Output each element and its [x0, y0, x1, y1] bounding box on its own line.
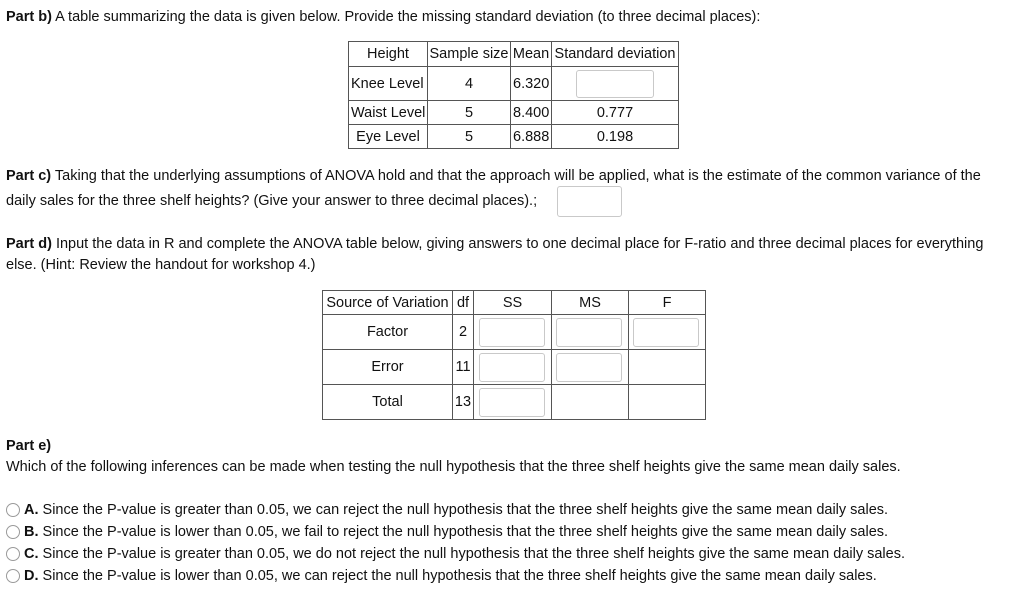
table-row: [323, 315, 706, 350]
part-c-line2: daily sales for the three shelf heights? (Give your answer to three decimal places).;: [6, 193, 538, 209]
sd-cell: 0.777: [552, 101, 679, 125]
source-cell: Total: [323, 385, 453, 420]
header-height: Height: [349, 42, 428, 67]
header-ms: MS: [552, 291, 629, 315]
table-row: [323, 385, 706, 420]
option-d-text: Since the P-value is lower than 0.05, we can reject the null hypothesis that the three shelf heights give the same mean daily sales.: [42, 568, 877, 584]
ms-cell: [552, 385, 629, 420]
total-ss-input[interactable]: [479, 388, 545, 417]
sd-cell: 0.198: [552, 125, 679, 149]
ms-cell: [552, 315, 629, 350]
anova-table: [322, 290, 706, 420]
sample-size-cell: 4: [428, 67, 511, 101]
option-a-text: Since the P-value is greater than 0.05, we can reject the null hypothesis that the three shelf heights give the same mean daily sales.: [42, 502, 889, 518]
option-b-letter: B.: [24, 524, 39, 540]
header-source: Source of Variation: [323, 291, 453, 315]
option-a-letter: A.: [24, 502, 39, 518]
factor-f-input[interactable]: [633, 318, 699, 347]
df-cell: 13: [453, 385, 474, 420]
option-c-text: Since the P-value is greater than 0.05, we do not reject the null hypothesis that the three shelf heights give the same mean daily sales.: [42, 546, 905, 562]
df-cell: 11: [453, 350, 474, 385]
part-e-label-text: Part e): [6, 438, 52, 454]
factor-ms-input[interactable]: [556, 318, 622, 347]
option-a[interactable]: [24, 502, 888, 518]
sd-input-knee-level[interactable]: [576, 70, 654, 98]
part-d-text: Input the data in R and complete the ANOVA table below, giving answers to one decimal place for F-ratio and three decimal places for everything: [55, 236, 984, 252]
summary-table: [348, 41, 679, 149]
part-e-label: [6, 438, 51, 454]
sample-size-cell: 5: [428, 101, 511, 125]
height-cell: Waist Level: [349, 101, 428, 125]
table-row: [349, 101, 679, 125]
df-cell: 2: [453, 315, 474, 350]
option-d[interactable]: [24, 568, 877, 584]
header-ss: SS: [474, 291, 552, 315]
ss-cell: [474, 385, 552, 420]
source-cell: Error: [323, 350, 453, 385]
f-cell: [629, 315, 706, 350]
table-row: [349, 67, 679, 101]
error-ss-input[interactable]: [479, 353, 545, 382]
part-c-text: Taking that the underlying assumptions of ANOVA hold and that the approach will be applied, what is the estimate of the common variance of the: [54, 168, 981, 184]
anova-header-row: [323, 291, 706, 315]
source-cell: Factor: [323, 315, 453, 350]
part-e-question: Which of the following inferences can be made when testing the null hypothesis that the three shelf heights give the same mean daily sales.: [6, 459, 901, 475]
sd-cell: [552, 67, 679, 101]
table-row: [323, 350, 706, 385]
table-row: [349, 125, 679, 149]
common-variance-input[interactable]: [557, 186, 622, 217]
sample-size-cell: 5: [428, 125, 511, 149]
part-b-label: Part b): [6, 9, 52, 25]
mean-cell: 6.888: [511, 125, 552, 149]
factor-ss-input[interactable]: [479, 318, 545, 347]
part-d-label: Part d): [6, 236, 52, 252]
part-c-line1: [6, 168, 981, 184]
height-cell: Eye Level: [349, 125, 428, 149]
height-cell: Knee Level: [349, 67, 428, 101]
option-a-radio[interactable]: [6, 503, 20, 517]
ss-cell: [474, 315, 552, 350]
part-c-label: Part c): [6, 168, 52, 184]
header-mean: Mean: [511, 42, 552, 67]
f-cell: [629, 350, 706, 385]
ss-cell: [474, 350, 552, 385]
option-b-radio[interactable]: [6, 525, 20, 539]
header-standard-deviation: Standard deviation: [552, 42, 679, 67]
ms-cell: [552, 350, 629, 385]
f-cell: [629, 385, 706, 420]
option-b[interactable]: [24, 524, 888, 540]
option-c[interactable]: [24, 546, 905, 562]
error-ms-input[interactable]: [556, 353, 622, 382]
summary-header-row: [349, 42, 679, 67]
part-d-line1: [6, 236, 983, 252]
part-b-prompt: [6, 9, 760, 25]
header-df: df: [453, 291, 474, 315]
header-sample-size: Sample size: [428, 42, 511, 67]
mean-cell: 6.320: [511, 67, 552, 101]
mean-cell: 8.400: [511, 101, 552, 125]
option-d-radio[interactable]: [6, 569, 20, 583]
header-f: F: [629, 291, 706, 315]
option-c-letter: C.: [24, 546, 39, 562]
option-d-letter: D.: [24, 568, 39, 584]
option-b-text: Since the P-value is lower than 0.05, we fail to reject the null hypothesis that the three shelf heights give the same mean daily sales.: [42, 524, 889, 540]
part-d-line2: else. (Hint: Review the handout for workshop 4.): [6, 257, 316, 273]
option-c-radio[interactable]: [6, 547, 20, 561]
part-b-text: A table summarizing the data is given below. Provide the missing standard deviation (to three decimal places):: [55, 9, 761, 25]
